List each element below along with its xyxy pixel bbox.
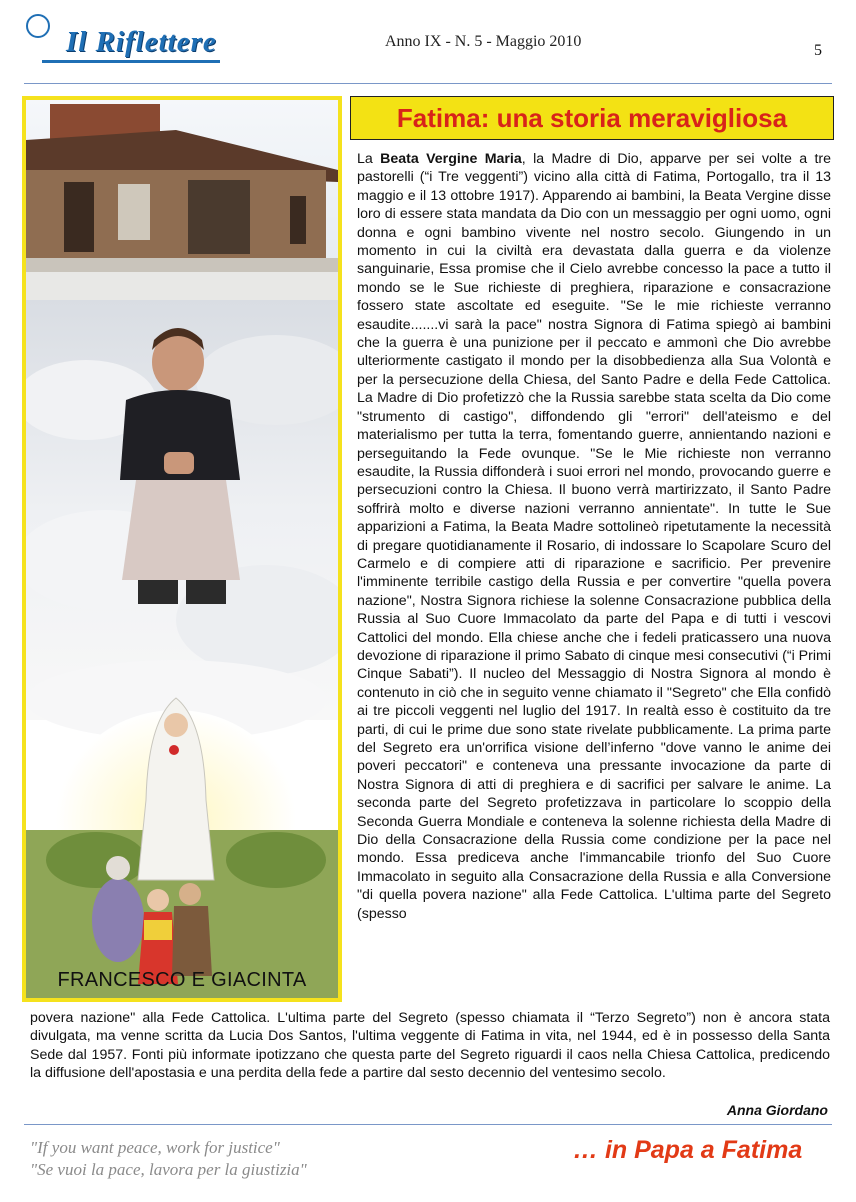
footer-quote-english: "If you want peace, work for justice": [30, 1138, 280, 1157]
article-body-column: [357, 150, 831, 923]
article-full-width-text: [30, 1009, 830, 1083]
stone-house-photo: [26, 100, 338, 312]
photo-caption: FRANCESCO E GIACINTA: [57, 969, 307, 991]
article-title: Fatima: una storia meravigliosa: [396, 103, 788, 133]
intro-prefix: La: [357, 151, 381, 167]
article-author: Anna Giordano: [726, 1102, 828, 1118]
apparition-illustration: [26, 698, 338, 998]
masthead-title: Il Riflettere: [66, 26, 217, 58]
intro-bold: Beata Vergine Maria: [380, 151, 522, 167]
masthead-logo: [26, 14, 222, 66]
footer-quote-italian: "Se vuoi la pace, lavora per la giustizia": [30, 1160, 307, 1179]
photo-panel: [22, 96, 342, 1002]
logo-underline: [42, 60, 220, 63]
header-divider: [24, 83, 832, 84]
footer-divider: [24, 1124, 832, 1125]
logo-ring-icon: [26, 14, 50, 38]
footer-slogan: … in Papa a Fatima: [573, 1136, 803, 1164]
article-column-text: [357, 150, 831, 923]
issue-info: Anno IX - N. 5 - Maggio 2010: [385, 33, 582, 50]
photo-illustration: [26, 100, 338, 998]
full-width-body: povera nazione" alla Fede Cattolica. L'ultima parte del Segreto (spesso chiamata il “Terzo Segreto”) non è ancora stata divulgata, ma venne scritta da Lucia Dos Santos, l'ultima veggente di Fatima in vita, nel 1944, ed è in possesso della Santa Sede dal 1957. Fonti più informate ipotizzano che questa parte del Segreto riguardi il caos nella Chiesa Cattolica, predicendo la diffusione dell'apostasia e una perdita della fede a partire dal sesto decennio del ventesimo secolo.: [30, 1010, 830, 1082]
article-title-box: [350, 96, 834, 140]
page-number: 5: [814, 42, 822, 59]
column-body: , la Madre di Dio, apparve per sei volte a tre pastorelli (“i Tre veggenti”) vicino alla città di Fatima, Portogallo, tra il 13 maggio e il 13 ottobre 1917). Apparendo ai bambini, la Beata Vergine disse loro di essere stata mandata da Dio con un messaggio per ogni uomo, ogni donna e ogni bambino vivente nel nostro secolo. Giungendo in un momento in cui la civiltà era devastata dalla guerra e da violenze sanguinarie, Essa promise che il Cielo avrebbe concesso la pace a tutto il mondo se le Sue richieste di preghiera, riparazione e consacrazione fossero state ascoltate ed eseguite. "Se le mie richieste verranno esaudite.......vi sarà la pace" nostra Signora di Fatima spiegò ai bambini che la guerra è una punizione per il peccato e ammonì che Dio avrebbe ulteriormente castigato il mondo per la disobbedienza alla Sua Volontà e per la persecuzione della Chiesa, del Santo Padre e della Fede Cattolica. La Madre di Dio profetizzò che la Russia sarebbe stata scelta da Dio come "strumento di castigo", diffondendo gli "errori" dell'ateismo e del materialismo per tutta la terra, fomentando guerre, annientando nazioni e perseguitando la Fede ovunque. "Se le Mie richieste non verranno esaudite, la Russia diffonderà i suoi errori nel mondo, provocando guerre e persecuzioni contro la Chiesa. Il buono verrà martirizzato, il Santo Padre soffrirà molto e diverse nazioni verranno annientate". In tutte le Sue apparizioni a Fatima, la Beata Madre sottolineò ripetutamente la necessità di pregare quotidianamente il Rosario, di indossare lo Scapolare Scuro del Carmelo e di compiere atti di riparazione e sacrificio. Per prevenire l'imminente terribile castigo della Russia e per convertire "quella povera nazione", Nostra Signora richiese la solenne Consacrazione pubblica della Russia al Suo Cuore Immacolato da parte del Papa e di tutti i vescovi Cattolici del mondo. Ella chiese anche che i fedeli praticassero una nuova devozione di riparazione il primo Sabato di cinque mesi consecutivi (“i Primi Cinque Sabati”). Il nucleo del Messaggio di Nostra Signora al mondo è contenuto in ciò che in seguito venne chiamato il "Segreto" che Ella confidò ai tre piccoli veggenti nel luglio del 1917. In realtà esso è costituito da tre parti, di cui le prime due sono state rivelate pubblicamente. La prima parte del Segreto era un'orrifica visione dell’inferno "dove vanno le anime dei poveri peccatori" e conteneva una pressante invocazione da parte di Nostra Signora di atti di preghiera e di sacrifici per salvare le anime. La seconda parte del Segreto profetizzava in particolare lo scoppio della Seconda Guerra Mondiale e conteneva la solenne richiesta della Madre di Dio della Consacrazione della Russia come condizione per la pace nel mondo. Essa prediceva anche l'immancabile trionfo del Suo Cuore Immacolato in seguito alla Consacrazione della Russia e alla Conversione "di quella povera nazione" alla Fede Cattolica. L'ultima parte del Segreto (spesso: [357, 151, 831, 922]
